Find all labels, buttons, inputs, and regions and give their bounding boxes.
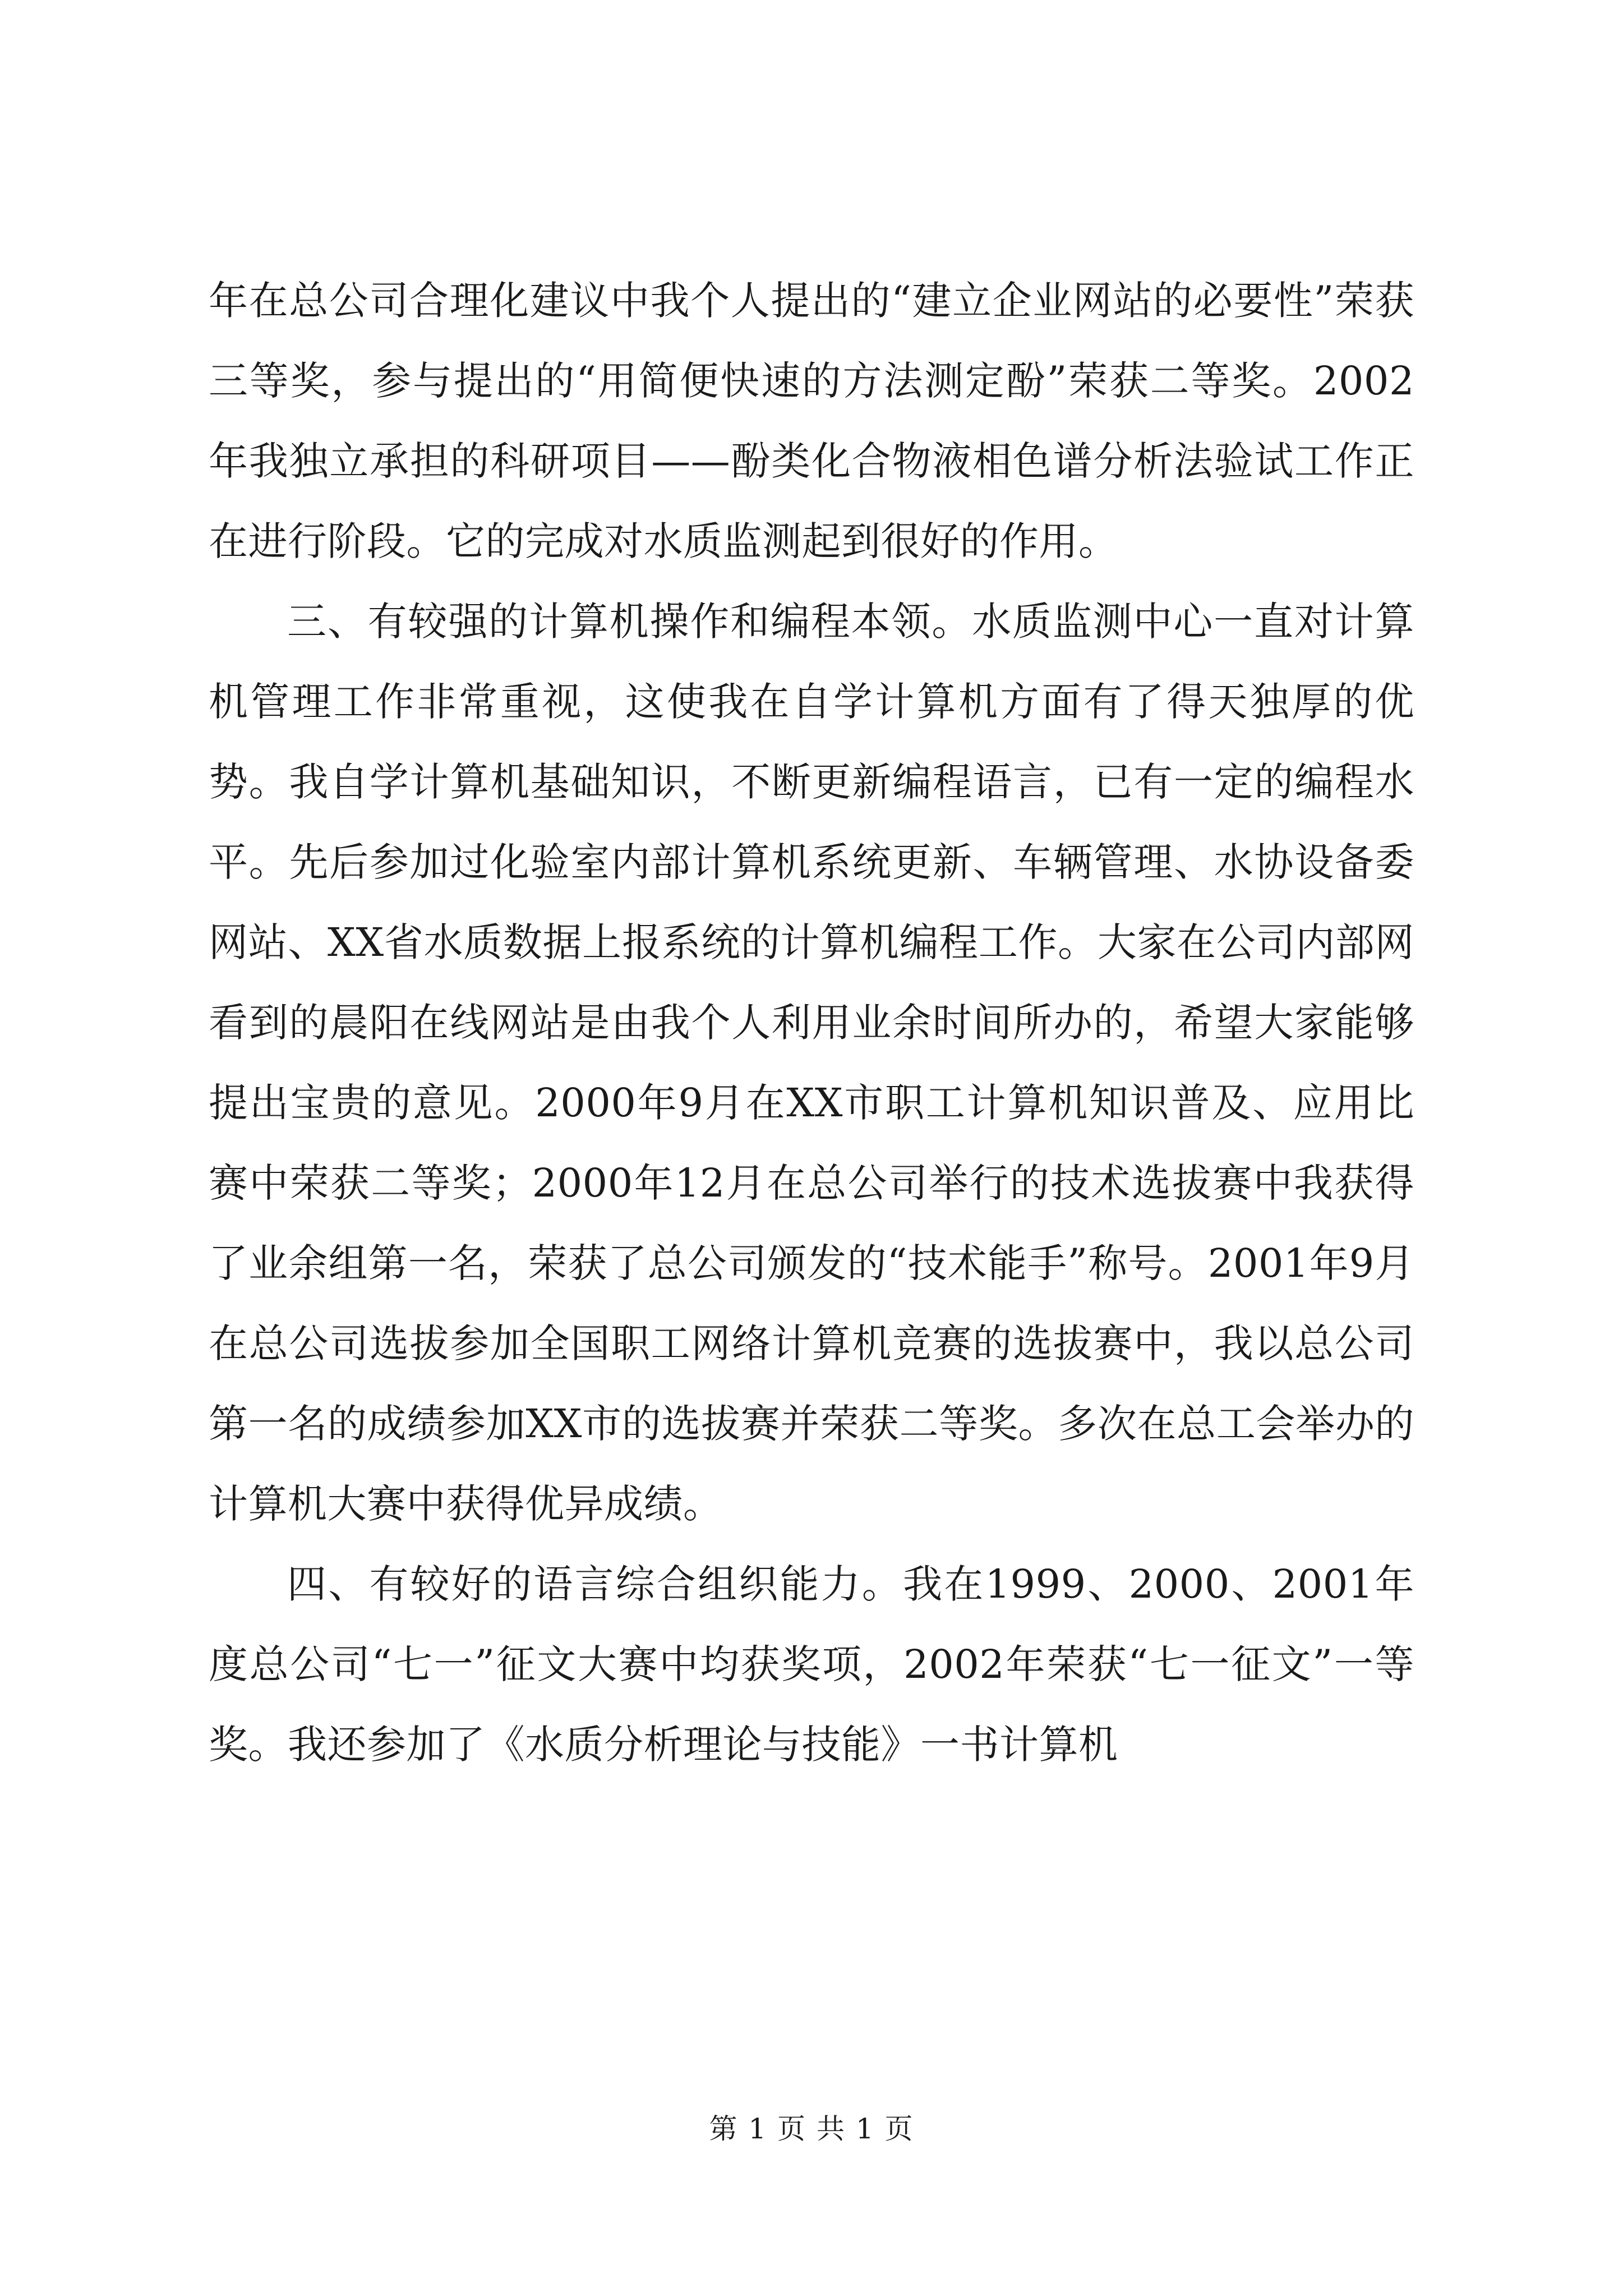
paragraph-1: 年在总公司合理化建议中我个人提出的“建立企业网站的必要性”荣获三等奖，参与提出的“用简便快速的方法测定酚”荣获二等奖。2002年我独立承担的科研项目——酚类化合物液相色谱分析法验试工作正在进行阶段。它的完成对水质监测起到很好的作用。	[209, 278, 1414, 564]
paragraph-3: 四、有较好的语言综合组织能力。我在1999、2000、2001年度总公司“七一”征文大赛中均获奖项，2002年荣获“七一征文”一等奖。我还参加了《水质分析理论与技能》一书计算机	[209, 1561, 1414, 1768]
document-body	[209, 261, 1414, 1785]
page-footer: 第 1 页 共 1 页	[709, 2113, 914, 2145]
paragraph-2: 三、有较强的计算机操作和编程本领。水质监测中心一直对计算机管理工作非常重视，这使我在自学计算机方面有了得天独厚的优势。我自学计算机基础知识，不断更新编程语言，已有一定的编程水平。先后参加过化验室内部计算机系统更新、车辆管理、水协设备委网站、XX省水质数据上报系统的计算机编程工作。大家在公司内部网看到的晨阳在线网站是由我个人利用业余时间所办的，希望大家能够提出宝贵的意见。2000年9月在XX市职工计算机知识普及、应用比赛中荣获二等奖；2000年12月在总公司举行的技术选拔赛中我获得了业余组第一名，荣获了总公司颁发的“技术能手”称号。2001年9月在总公司选拔参加全国职工网络计算机竞赛的选拔赛中，我以总公司第一名的成绩参加XX市的选拔赛并荣获二等奖。多次在总工会举办的计算机大赛中获得优异成绩。	[209, 599, 1414, 1527]
